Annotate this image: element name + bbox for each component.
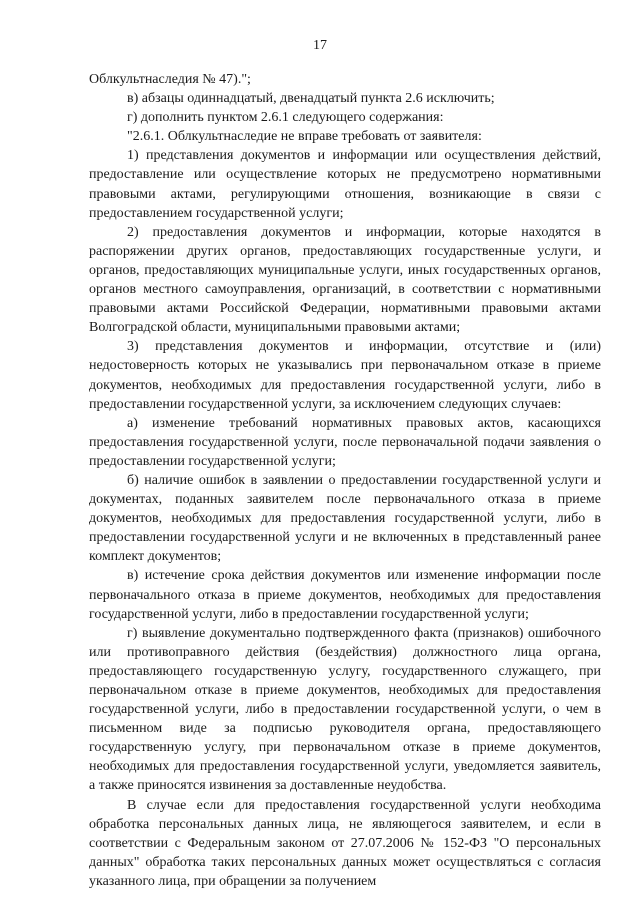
- paragraph: б) наличие ошибок в заявлении о предоставлении государственной услуги и документах, поданных заявителем после первоначального отказа в приеме документов, необходимых для предоставления государственной услуги, либо в предоставлении государственной услуги и не включенных в представленный ранее комплект документов;: [89, 472, 601, 565]
- page-number: 17: [313, 38, 327, 53]
- paragraph: в) истечение срока действия документов или изменение информации после первоначального отказа в приеме документов, необходимых для предоставления государственной услуги, либо в предоставлении государственной услуги;: [89, 568, 601, 622]
- paragraph: "2.6.1. Облкультнаследие не вправе требовать от заявителя:: [127, 129, 482, 145]
- paragraph: В случае если для предоставления государственной услуги необходима обработка персональных данных лица, не являющегося заявителем, и если в соответствии с Федеральным законом от 27.07.2006 № 152-ФЗ "О персональных данных" обработка таких персональных данных может осуществляться с согласия указанного лица, при обращении за получением: [89, 797, 601, 889]
- paragraph: г) выявление документально подтвержденного факта (признаков) ошибочного или противоправного действия (бездействия) должностного лица органа, предоставляющего государственную услугу, государственного служащего, при первоначальном отказе в приеме документов, необходимых для предоставления государственной услуги, либо в предоставлении государственной услуги, о чем в письменном виде за подписью руководителя органа, предоставляющего государственную услугу, при первоначальном отказе в приеме документов, необходимых для предоставления государственной услуги, уведомляется заявитель, а также приносятся извинения за доставленные неудобства.: [89, 625, 601, 794]
- document-body: [89, 70, 601, 891]
- paragraph: 3) представления документов и информации, отсутствие и (или) недостоверность которых не указывались при первоначальном отказе в приеме документов, необходимых для предоставления государственной услуги, либо в предоставлении государственной услуги, за исключением следующих случаев:: [89, 339, 601, 412]
- paragraph: а) изменение требований нормативных правовых актов, касающихся предоставления государственной услуги, после первоначальной подачи заявления о предоставлении государственной услуги;: [89, 415, 601, 469]
- paragraph: 1) представления документов и информации или осуществления действий, предоставление или осуществление которых не предусмотрено нормативными правовыми актами, регулирующими отношения, возникающие в связи с предоставлением государственной услуги;: [89, 148, 601, 221]
- paragraph: 2) предоставления документов и информации, которые находятся в распоряжении других органов, предоставляющих государственные услуги, и органов, предоставляющих муниципальные услуги, иных государственных органов, органов местного самоуправления, организаций, в соответствии с нормативными правовыми актами Российской Федерации, нормативными правовыми актами Волгоградской области, муниципальными правовыми актами;: [89, 224, 601, 336]
- paragraph: в) абзацы одиннадцатый, двенадцатый пункта 2.6 исключить;: [127, 91, 495, 107]
- paragraph: г) дополнить пунктом 2.6.1 следующего содержания:: [127, 110, 444, 126]
- paragraph: Облкультнаследия № 47).";: [89, 72, 251, 87]
